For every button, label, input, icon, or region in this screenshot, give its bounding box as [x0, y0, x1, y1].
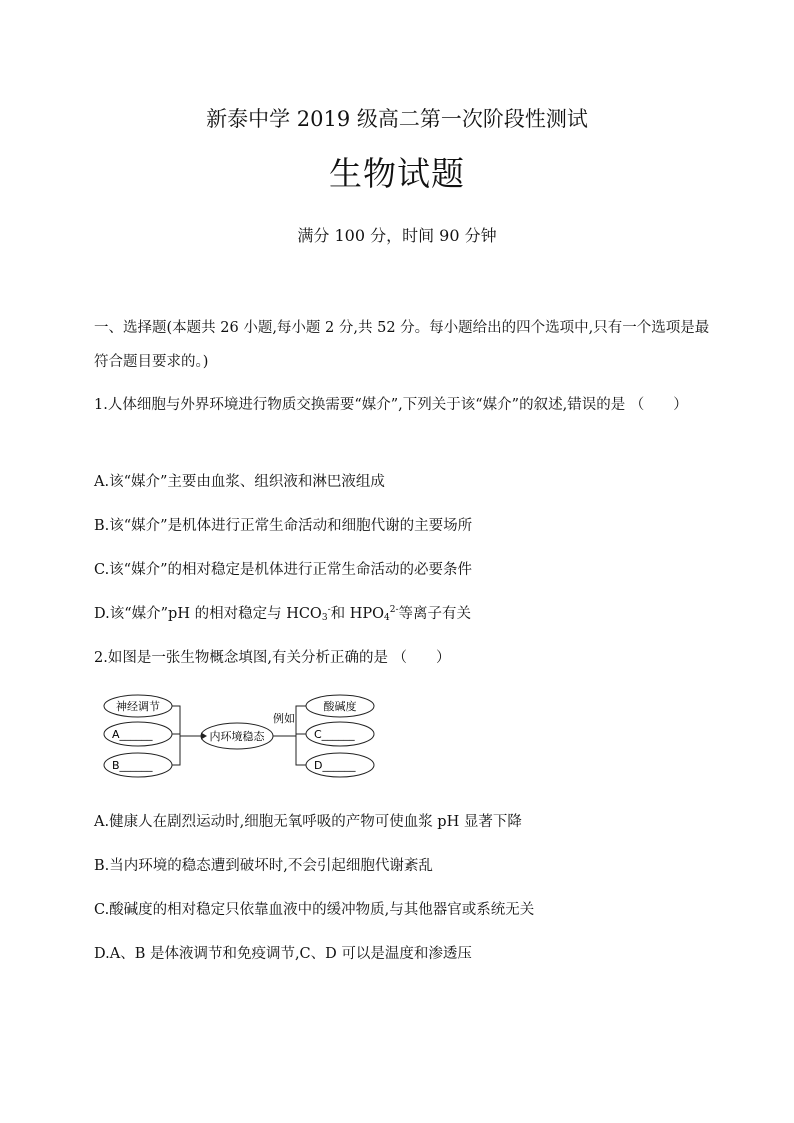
q2-option-b: B.当内环境的稳态遭到破坏时,不会引起细胞代谢紊乱	[94, 858, 433, 874]
q2-stem: 2.如图是一张生物概念填图,有关分析正确的是 （ ）	[94, 650, 451, 666]
node-center-label: 内环境稳态	[209, 730, 265, 743]
q1-option-a: A.该“媒介”主要由血浆、组织液和淋巴液组成	[94, 474, 385, 490]
q1-option-d-mid: 和 HPO	[330, 606, 385, 622]
node-left-3-label: B______	[112, 759, 153, 772]
q1-option-d-sub1: 3	[321, 613, 328, 623]
left-arrowhead	[201, 733, 207, 740]
exam-subject-title: 生物试题	[329, 154, 465, 193]
q1-stem: 1.人体细胞与外界环境进行物质交换需要“媒介”,下列关于该“媒介”的叙述,错误的是 （ ）	[94, 397, 688, 413]
q2-option-c: C.酸碱度的相对稳定只依靠血液中的缓冲物质,与其他器官或系统无关	[94, 902, 535, 918]
concept-map-diagram	[100, 688, 390, 784]
node-left-2-label: A______	[112, 728, 153, 741]
q1-option-b: B.该“媒介”是机体进行正常生命活动和细胞代谢的主要场所	[94, 518, 473, 534]
q1-option-d-sub2: 4	[384, 613, 390, 623]
node-right-3-label: D______	[314, 759, 356, 772]
q2-option-a: A.健康人在剧烈运动时,细胞无氧呼吸的产物可使血浆 pH 显著下降	[94, 814, 522, 830]
node-right-1-label: 酸碱度	[323, 700, 357, 713]
q2-option-d: D.A、B 是体液调节和免疫调节,C、D 可以是温度和渗透压	[94, 946, 472, 962]
node-left-1-label: 神经调节	[116, 700, 160, 713]
left-bracket	[172, 706, 180, 765]
exam-meta: 满分 100 分，时间 90 分钟	[297, 226, 497, 245]
q1-option-d-post: 等离子有关	[398, 606, 472, 622]
q1-option-d-sup1: -	[327, 605, 331, 615]
right-bracket	[296, 706, 306, 765]
q1-option-d-sup2: 2-	[389, 605, 399, 615]
q1-option-d	[94, 602, 471, 623]
example-label: 例如	[273, 712, 295, 725]
exam-school-title: 新泰中学 2019 级高二第一次阶段性测试	[206, 107, 588, 131]
node-right-2-label: C______	[314, 728, 355, 741]
q1-option-c: C.该“媒介”的相对稳定是机体进行正常生命活动的必要条件	[94, 562, 473, 578]
q1-option-d-pre: D.该“媒介”pH 的相对稳定与 HCO	[94, 606, 322, 622]
section-heading: 一、选择题(本题共 26 小题,每小题 2 分,共 52 分。每小题给出的四个选项中,只有一个选项是最符合题目要求的。)	[94, 320, 710, 370]
